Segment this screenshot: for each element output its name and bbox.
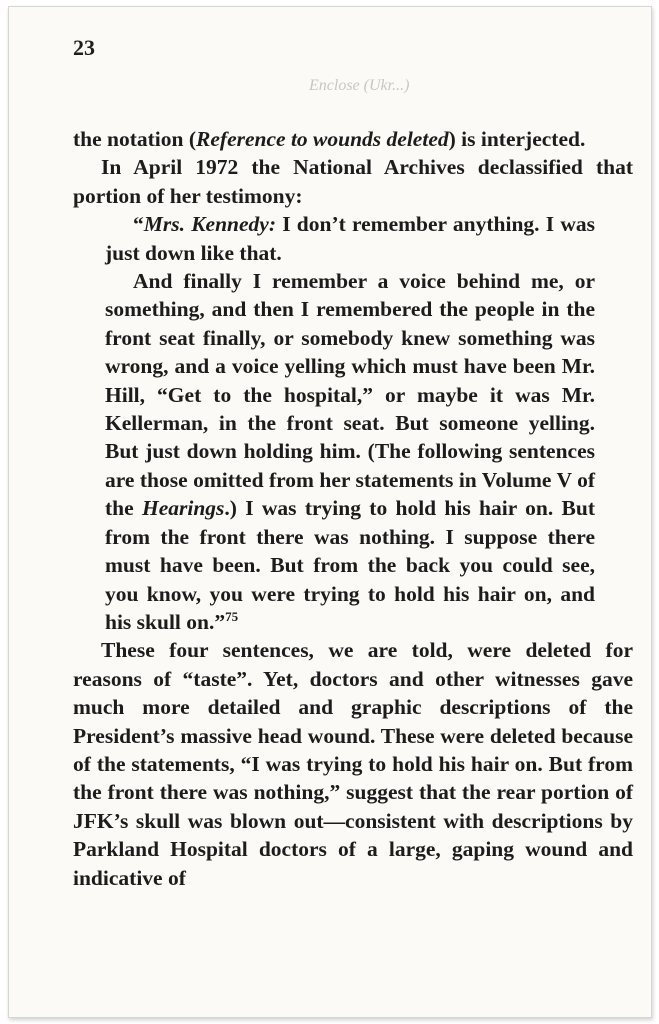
quote-mark: “ bbox=[133, 212, 144, 237]
intro-text: the notation ( bbox=[73, 127, 197, 151]
page-number: 23 bbox=[73, 35, 95, 60]
intro-text-end: ) is interjected. bbox=[448, 127, 586, 151]
quote-text-2: And finally I remember a voice behind me, or something, and then I remembered the people in the front seat finally, or somebody knew something was wrong, and a voice yelling which must have been Mr. Hill, “Get to the hospital,” or maybe it was Mr. Kellerman, in the front seat. But someone yelling. But just down holding him. (The following sentences are those omitted from her statements in Volume V of the bbox=[105, 269, 595, 521]
quote-text: I don’t remember anything. I was just down like that. bbox=[105, 212, 595, 265]
paragraph-taste: These four sentences, we are told, were deleted for reasons of “taste”. Yet, doctors and other witnesses gave much more detailed and graphic descriptions of the President’s massive head wound. These were deleted because of the statements, “I was trying to hold his hair on. But from the front there was nothing,” suggest that the rear portion of JFK’s skull was blown out—consistent with descriptions by Parkland Hospital doctors of a large, gaping wound and indicative of bbox=[73, 638, 633, 890]
bleed-through-note: Enclose (Ukr...) bbox=[309, 77, 410, 94]
page-body bbox=[73, 125, 633, 892]
footnote-reference: 75 bbox=[225, 608, 239, 624]
paragraph-intro bbox=[73, 125, 633, 153]
hearings-italic: Hearings bbox=[141, 496, 225, 521]
quote-speaker: Mrs. Kennedy: bbox=[143, 212, 276, 237]
quote-paragraph-2 bbox=[105, 267, 595, 636]
book-page bbox=[8, 6, 652, 1018]
quote-paragraph-1 bbox=[105, 210, 595, 267]
paragraph-archives: In April 1972 the National Archives declassified that portion of her testimony: bbox=[73, 155, 633, 208]
quote-text-2-end: .) I was trying to hold his hair on. But from the front there was nothing. I suppose there must have been. But from the back you could see, you know, you were trying to hold his hair on, and his skull on.” bbox=[105, 496, 595, 634]
intro-italic: Reference to wounds deleted bbox=[196, 127, 449, 151]
